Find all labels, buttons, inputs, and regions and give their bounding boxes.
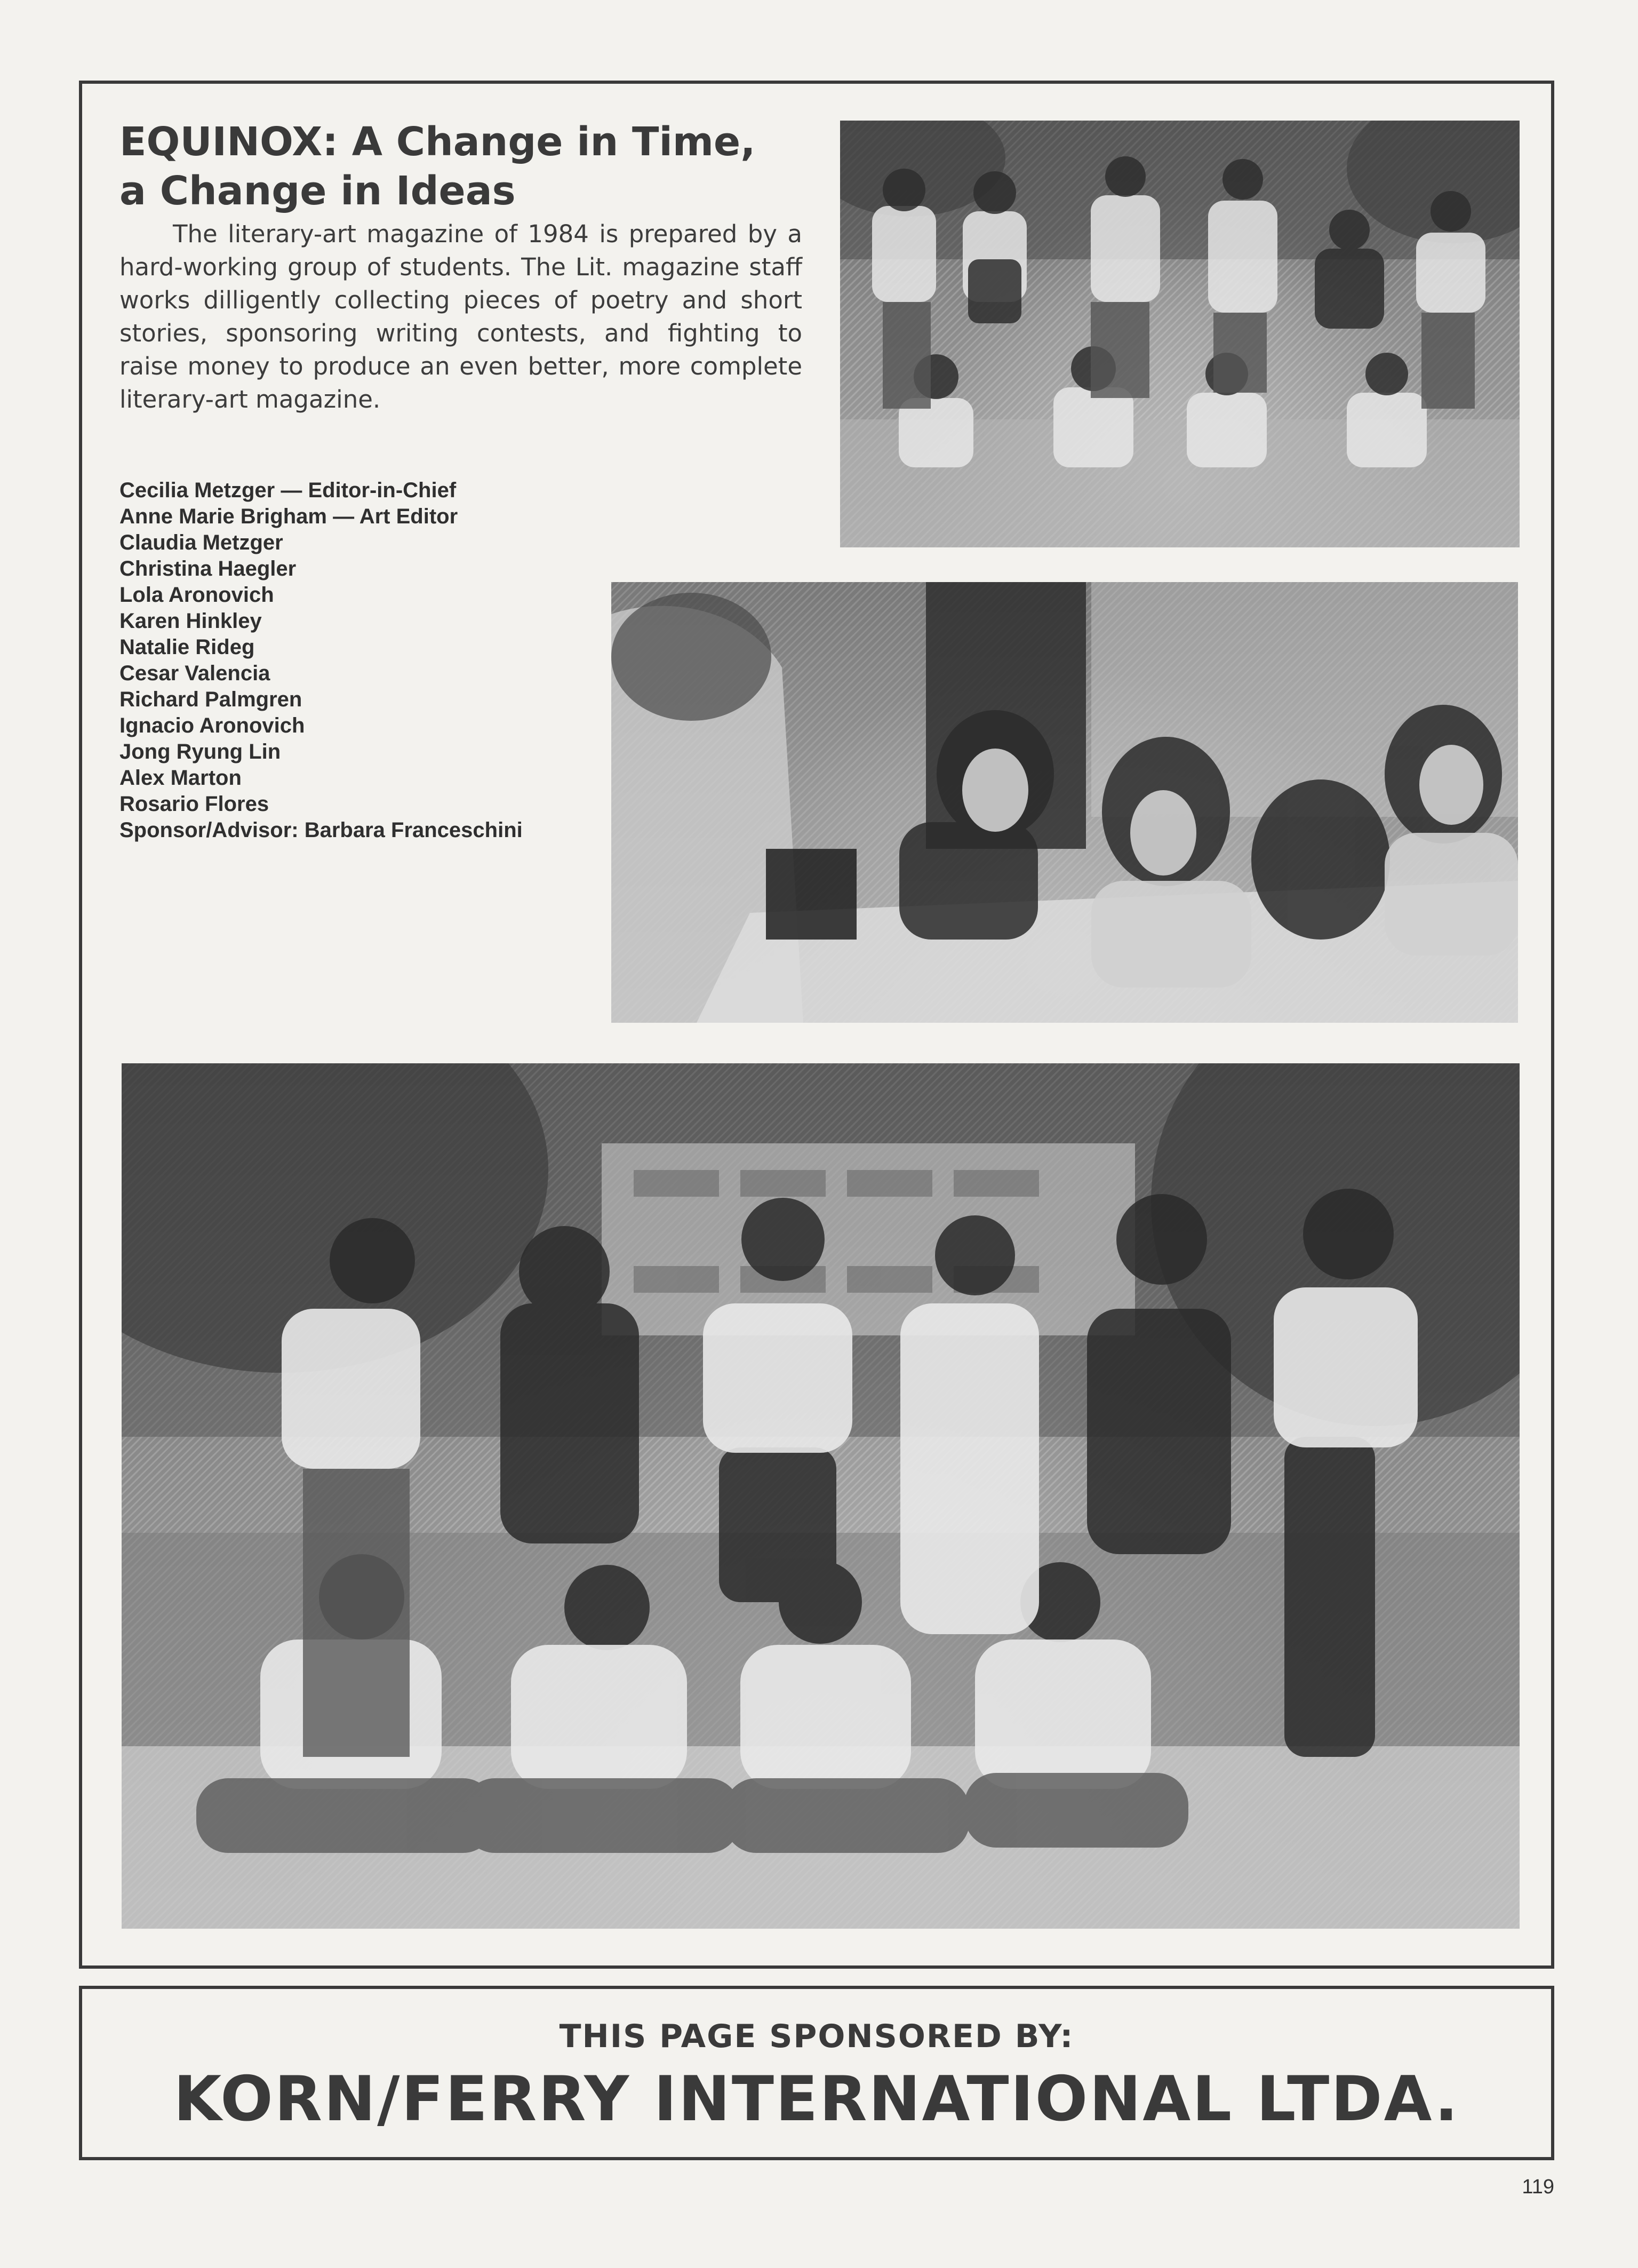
staff-member: Christina Haegler [119,557,297,580]
photo-placeholder [611,582,1518,1023]
staff-member: Ignacio Aronovich [119,714,305,737]
photo-placeholder [122,1063,1520,1929]
photo-placeholder [840,121,1520,547]
staff-member: Rosario Flores [119,792,269,816]
staff-group-photo-small [840,121,1520,547]
staff-member: Anne Marie Brigham — Art Editor [119,505,458,528]
staff-member: Richard Palmgren [119,688,302,711]
staff-member: Cecilia Metzger — Editor-in-Chief [119,479,457,502]
staff-member: Cesar Valencia [119,662,270,685]
page-number: 119 [1522,2176,1554,2198]
staff-list [119,478,589,843]
staff-member: Natalie Rideg [119,635,255,659]
staff-member: Claudia Metzger [119,531,283,554]
sponsor-name: KORN/FERRY INTERNATIONAL LTDA. [173,2063,1460,2135]
sponsor-heading: THIS PAGE SPONSORED BY: [559,2018,1074,2055]
article-title [119,117,813,216]
staff-member: Jong Ryung Lin [119,740,281,763]
article-body: The literary-art magazine of 1984 is prepared by a hard-working group of students. The Lit. magazine staff works dilligently collecting pieces of poetry and short stories, sponsoring writing contests, and fighting to raise money to produce an even better, more complete literary-art magazine. [119,220,802,413]
title-line-2: a Change in Ideas [119,168,516,214]
staff-member: Lola Aronovich [119,583,274,607]
title-line-1: EQUINOX: A Change in Time, [119,119,756,165]
staff-group-photo-large [122,1063,1520,1929]
staff-member: Karen Hinkley [119,609,262,633]
staff-member: Alex Marton [119,766,242,790]
staff-member: Sponsor/Advisor: Barbara Franceschini [119,818,523,842]
staff-meeting-photo [611,582,1518,1023]
